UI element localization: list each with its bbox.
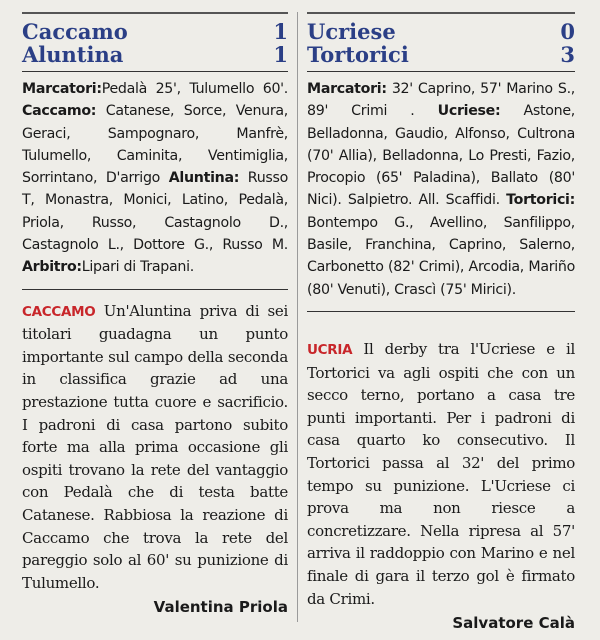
referee-label: Arbitro: [22,259,82,276]
match-facts [22,72,288,290]
scorers-text: 32' Caprino, 57' Marino S., 89' Crimi . [307,81,575,120]
report-body [22,290,288,595]
away-lineup-label: Aluntina: [168,170,240,187]
away-team-score: 1 [273,42,288,67]
home-lineup-text: Astone, Belladonna, Gaudio, Alfonso, Cultrona (70' Allia), Belladonna, Lo Presti, Fazio, Procopio (65' Paladina), Ballato (80' Nici). Salpietro. All. Scaffidi. [307,103,575,209]
home-team-row [22,20,288,43]
scoreboard [307,14,575,72]
scorers-label: Marcatori: [22,81,102,97]
home-team-row [307,20,575,43]
home-lineup-label: Ucriese: [437,103,501,120]
home-team-name: Caccamo [22,19,128,44]
home-lineup-label: Caccamo: [22,103,97,120]
scoreboard [22,14,288,72]
report-kicker: UCRIA [307,341,353,358]
referee-text: Lipari di Trapani. [81,259,194,276]
match-report-ucriese-tortorici [307,0,575,632]
away-team-row [307,43,575,66]
home-team-score: 1 [273,19,288,44]
column-divider [297,12,298,622]
report-text: Un'Aluntina priva di sei titolari guadagna un punto importante sul campo della seconda in classifica grazie ad una prestazione tutta cuore e sacrificio. I padroni di casa partono subito forte ma alla prima occasione gli ospiti trovano la rete del vantaggio con Pedalà che di testa batte Catanese. Rabbiosa la reazione di Caccamo che trova la rete del pareggio solo al 60' su punizione di Tulumello. [22,301,289,592]
away-lineup-text: Russo T, Monastra, Monici, Latino, Pedalà, Priola, Russo, Castagnolo D., Castagnolo L., Dottore G., Russo M. [22,170,288,254]
away-team-row [22,43,288,66]
home-team-name: Ucriese [307,19,396,44]
report-text: Il derby tra l'Ucriese e il Tortorici va agli ospiti che con un secco terno, portano a casa tre punti importanti. Per i padroni di casa quarto ko consecutivo. Il Tortorici passa al 32' del primo tempo su punizione. L'Ucriese ci prova ma non riesce a concretizzare. Nella ripresa al 57' arriva il raddoppio con Marino e nel finale di gara il terzo gol è firmato da Crimi. [307,339,576,608]
match-facts [307,72,575,312]
report-author: Valentina Priola [153,598,288,617]
away-team-name: Aluntina [22,42,124,67]
scorers-label: Marcatori: [307,81,387,97]
report-body [307,312,575,610]
scorers-text: Pedalà 25', Tulumello 60'. [101,81,288,97]
away-lineup-label: Tortorici: [506,192,575,209]
away-team-name: Tortorici [307,42,409,67]
report-author: Salvatore Calà [452,614,575,633]
away-team-score: 3 [560,42,575,67]
home-lineup-text: Catanese, Sorce, Venura, Geraci, Sampognaro, Manfrè, Tulumello, Caminita, Ventimiglia, Sorrintano, D'arrigo [22,103,288,187]
away-lineup-text: Bontempo G., Avellino, Sanfilippo, Basile, Franchina, Caprino, Salerno, Carbonetto (82' Crimi), Arcodia, Mariño (80' Venuti), Crascì (75' Mirici). [307,214,575,298]
home-team-score: 0 [560,19,575,44]
report-kicker: CACCAMO [22,303,96,320]
match-report-caccamo-aluntina [22,0,288,616]
